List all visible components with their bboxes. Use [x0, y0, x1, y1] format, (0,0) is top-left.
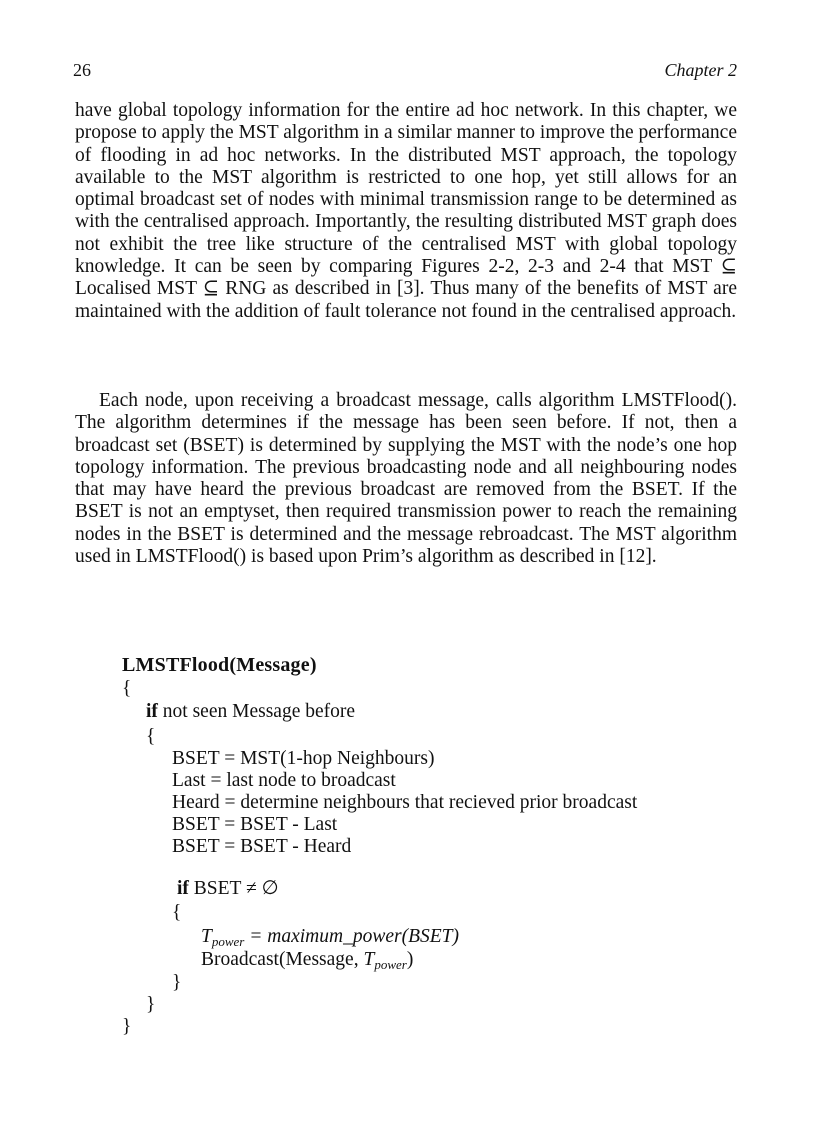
broadcast-close-paren: ) — [406, 949, 414, 970]
open-brace-outer: { — [122, 678, 132, 699]
algo-line-heard: Heard = determine neighbours that recieved prior broadcast — [172, 792, 638, 813]
if-statement-2 — [177, 878, 279, 900]
broadcast-call: Broadcast(Message, — [201, 949, 364, 970]
if-condition-1: not seen Message before — [162, 701, 356, 722]
algo-line-last: Last = last node to broadcast — [172, 770, 396, 791]
algo-line-bset-heard: BSET = BSET - Heard — [172, 836, 352, 857]
algorithm-title: LMSTFlood(Message) — [122, 654, 317, 676]
close-brace-inner: } — [146, 994, 156, 1015]
algo-line-broadcast — [201, 949, 413, 971]
broadcast-tpower-symbol: T — [363, 949, 375, 970]
if-keyword: if — [146, 701, 158, 722]
page-number: 26 — [73, 60, 91, 80]
if-keyword-2: if — [177, 878, 189, 899]
close-brace-outer: } — [122, 1016, 132, 1037]
open-brace-inner: { — [146, 726, 156, 747]
if-condition-2: BSET ≠ ∅ — [193, 878, 279, 899]
paragraph-2: Each node, upon receiving a broadcast message, calls algorithm LMSTFlood(). The algorithm determines if the message has been seen before. If not, then a broadcast set (BSET) is determined by supplying the MST with the node’s one hop topology information. The previous broadcasting node and all neighbouring nodes that may have heard the previous broadcast are removed from the BSET. If the BSET is not an emptyset, then required transmission power to reach the remaining nodes in the BSET is determined and the message rebroadcast. The MST algorithm used in LMSTFlood() is based upon Prim’s algorithm as described in [12]. — [75, 390, 737, 568]
tpower-expression: = maximum_power(BSET) — [249, 926, 459, 947]
if-statement-1 — [146, 701, 355, 723]
tpower-subscript: power — [211, 934, 245, 949]
algo-line-bset-last: BSET = BSET - Last — [172, 814, 338, 835]
close-brace-innermost: } — [172, 972, 182, 993]
algo-line-tpower — [201, 926, 459, 948]
algo-line-bset-mst: BSET = MST(1-hop Neighbours) — [172, 748, 435, 769]
open-brace-innermost: { — [172, 902, 182, 923]
broadcast-tpower-subscript: power — [374, 957, 407, 972]
tpower-symbol: T — [201, 926, 212, 947]
chapter-label: Chapter 2 — [664, 60, 737, 80]
page-header — [73, 60, 737, 84]
paragraph-1: have global topology information for the entire ad hoc network. In this chapter, we propose to apply the MST algorithm in a similar manner to improve the performance of flooding in ad hoc networks. In the distributed MST approach, the topology available to the MST algorithm is restricted to one hop, yet still allows for an optimal broadcast set of nodes with minimal transmission range to be determined as with the centralised approach. Importantly, the resulting distributed MST graph does not exhibit the tree like structure of the centralised MST with global topology knowledge. It can be seen by comparing Figures 2-2, 2-3 and 2-4 that MST ⊆ Localised MST ⊆ RNG as described in [3]. Thus many of the benefits of MST are maintained with the addition of fault tolerance not found in the centralised approach. — [75, 100, 737, 322]
